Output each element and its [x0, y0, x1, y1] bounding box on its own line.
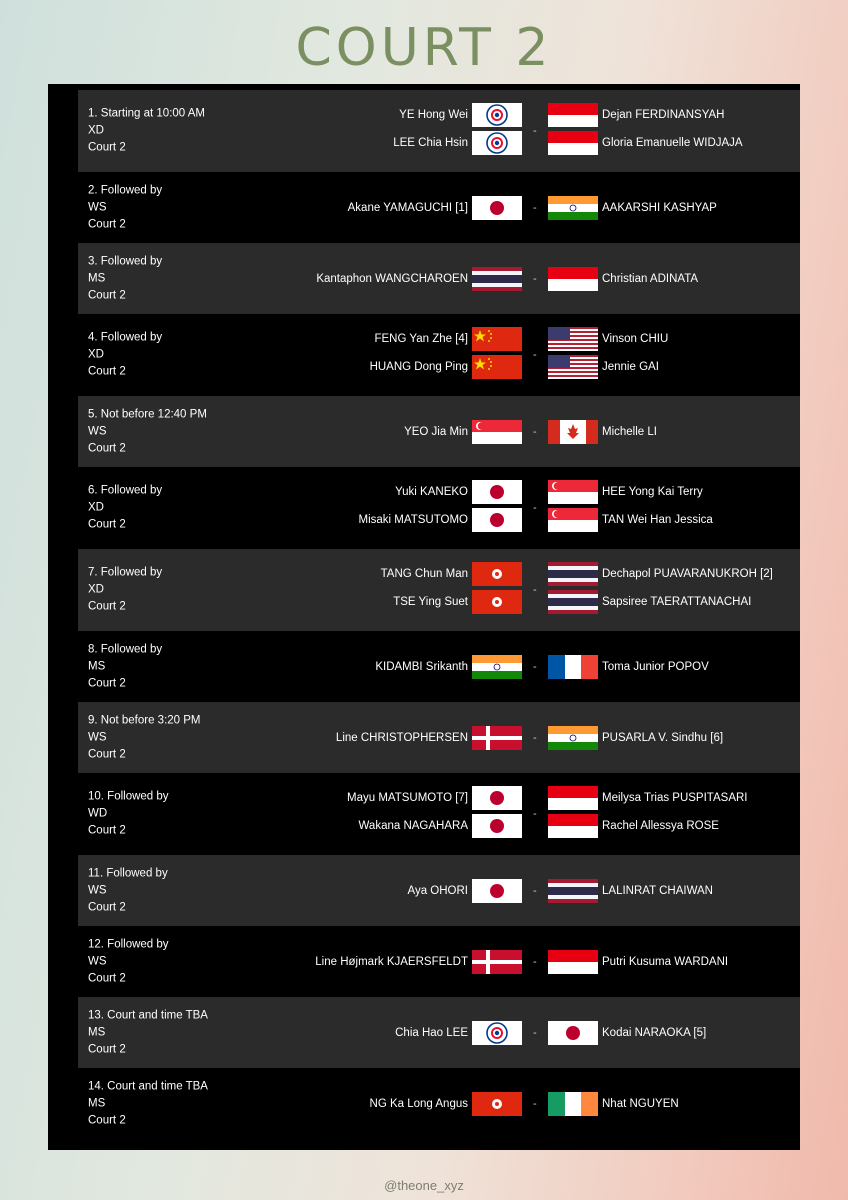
match-order: 10. Followed by	[88, 790, 169, 803]
irl-flag-icon	[548, 1092, 598, 1116]
ind-flag-icon	[548, 196, 598, 220]
match-row	[78, 773, 800, 855]
match-event: WD	[88, 807, 108, 820]
tha-flag-icon	[548, 562, 598, 586]
right-player	[78, 353, 800, 381]
match-order: 9. Not before 3:20 PM	[88, 714, 201, 726]
tha-flag-icon	[548, 590, 598, 614]
right-player	[78, 1090, 800, 1118]
match-order: 7. Followed by	[88, 566, 163, 579]
match-event: MS	[88, 272, 106, 284]
right-player	[78, 560, 800, 588]
versus-dash: -	[533, 955, 537, 968]
versus-dash: -	[533, 660, 537, 673]
match-order: 8. Followed by	[88, 643, 163, 655]
match-row	[78, 1068, 800, 1139]
player-name: Michelle LI	[602, 425, 657, 438]
right-player	[78, 129, 800, 157]
match-event: MS	[88, 1097, 106, 1109]
match-row	[78, 702, 800, 773]
player-name: Jennie GAI	[602, 361, 659, 373]
right-player	[78, 877, 800, 905]
can-flag-icon	[548, 420, 598, 444]
match-order: 1. Starting at 10:00 AM	[88, 107, 205, 120]
player-name: Dechapol PUAVARANUKROH [2]	[602, 568, 773, 580]
match-row	[78, 926, 800, 997]
ina-flag-icon	[548, 786, 598, 810]
match-row	[78, 631, 800, 702]
match-event: WS	[88, 884, 107, 896]
right-player	[78, 948, 800, 976]
match-court: Court 2	[88, 824, 126, 837]
match-row	[78, 549, 800, 631]
match-event: WS	[88, 731, 107, 743]
match-event: XD	[88, 124, 104, 137]
player-name: NG Ka Long Angus	[369, 1097, 468, 1110]
right-player	[78, 418, 800, 446]
right-player	[78, 506, 800, 534]
match-event: XD	[88, 501, 104, 514]
player-name: Putri Kusuma WARDANI	[602, 955, 729, 968]
versus-dash: -	[533, 808, 537, 820]
player-name: HEE Yong Kai Terry	[602, 486, 703, 498]
right-player	[78, 265, 800, 293]
match-order: 11. Followed by	[88, 867, 168, 879]
match-order: 14. Court and time TBA	[88, 1080, 208, 1092]
schedule-board	[48, 84, 800, 1150]
match-event: MS	[88, 660, 106, 672]
player-name: YE Hong Wei	[399, 109, 468, 121]
match-order: 5. Not before 12:40 PM	[88, 408, 207, 420]
player-name: YEO Jia Min	[404, 425, 468, 438]
right-player	[78, 194, 800, 222]
player-name: HUANG Dong Ping	[369, 361, 468, 373]
player-name: Chia Hao LEE	[395, 1026, 468, 1039]
right-player	[78, 724, 800, 752]
versus-dash: -	[533, 884, 537, 897]
player-name: KIDAMBI Srikanth	[375, 660, 468, 673]
usa-flag-icon	[548, 355, 598, 379]
player-name: FENG Yan Zhe [4]	[374, 333, 468, 345]
player-name: Aya OHORI	[407, 884, 468, 897]
match-row	[78, 90, 800, 172]
player-name: Meilysa Trias PUSPITASARI	[602, 792, 748, 804]
match-order: 4. Followed by	[88, 331, 163, 344]
versus-dash: -	[533, 502, 537, 514]
jpn-flag-icon	[548, 1021, 598, 1045]
ind-flag-icon	[548, 726, 598, 750]
player-name: LEE Chia Hsin	[393, 137, 468, 149]
player-name: Sapsiree TAERATTANACHAI	[602, 596, 752, 608]
match-list	[78, 90, 800, 1139]
player-name: TAN Wei Han Jessica	[602, 514, 713, 526]
match-event: WS	[88, 425, 107, 437]
player-name: Gloria Emanuelle WIDJAJA	[602, 137, 743, 149]
page-title: COURT 2	[295, 18, 553, 78]
right-player	[78, 784, 800, 812]
right-player	[78, 101, 800, 129]
right-player	[78, 478, 800, 506]
player-name: Christian ADINATA	[602, 272, 699, 285]
player-name: LALINRAT CHAIWAN	[602, 884, 713, 897]
match-court: Court 2	[88, 1043, 126, 1055]
player-name: Mayu MATSUMOTO [7]	[347, 792, 468, 804]
player-name: Nhat NGUYEN	[602, 1097, 679, 1110]
usa-flag-icon	[548, 327, 598, 351]
player-name: Vinson CHIU	[602, 333, 669, 345]
match-order: 2. Followed by	[88, 184, 163, 196]
match-event: WS	[88, 955, 107, 967]
versus-dash: -	[533, 201, 537, 214]
right-player	[78, 812, 800, 840]
player-name: Kantaphon WANGCHAROEN	[316, 272, 468, 285]
match-event: MS	[88, 1026, 106, 1038]
match-order: 6. Followed by	[88, 484, 163, 497]
player-name: TSE Ying Suet	[393, 596, 468, 608]
player-name: Dejan FERDINANSYAH	[602, 109, 725, 121]
versus-dash: -	[533, 425, 537, 438]
match-court: Court 2	[88, 442, 126, 454]
player-name: Rachel Allessya ROSE	[602, 820, 719, 832]
versus-dash: -	[533, 1026, 537, 1039]
match-row	[78, 314, 800, 396]
match-court: Court 2	[88, 600, 126, 613]
match-court: Court 2	[88, 518, 126, 531]
match-order: 3. Followed by	[88, 255, 163, 267]
player-name: TANG Chun Man	[380, 568, 468, 580]
sgp-flag-icon	[548, 508, 598, 532]
match-order: 13. Court and time TBA	[88, 1009, 208, 1021]
player-name: Kodai NARAOKA [5]	[602, 1026, 707, 1039]
versus-dash: -	[533, 272, 537, 285]
match-row	[78, 997, 800, 1068]
ina-flag-icon	[548, 814, 598, 838]
ina-flag-icon	[548, 267, 598, 291]
match-row	[78, 243, 800, 314]
match-court: Court 2	[88, 972, 126, 984]
match-court: Court 2	[88, 901, 126, 913]
match-event: XD	[88, 348, 104, 361]
credit-handle: @theone_xyz	[384, 1178, 464, 1193]
player-name: Akane YAMAGUCHI [1]	[347, 201, 468, 214]
match-court: Court 2	[88, 141, 126, 154]
player-name: PUSARLA V. Sindhu [6]	[602, 731, 724, 744]
match-court: Court 2	[88, 748, 126, 760]
versus-dash: -	[533, 731, 537, 744]
match-row	[78, 172, 800, 243]
match-row	[78, 396, 800, 467]
match-court: Court 2	[88, 677, 126, 689]
ina-flag-icon	[548, 950, 598, 974]
versus-dash: -	[533, 349, 537, 361]
match-court: Court 2	[88, 365, 126, 378]
player-name: Toma Junior POPOV	[602, 660, 709, 673]
versus-dash: -	[533, 1097, 537, 1110]
ina-flag-icon	[548, 103, 598, 127]
match-event: WS	[88, 201, 107, 213]
right-player	[78, 588, 800, 616]
match-court: Court 2	[88, 289, 126, 301]
player-name: Yuki KANEKO	[395, 486, 468, 498]
fra-flag-icon	[548, 655, 598, 679]
player-name: Line CHRISTOPHERSEN	[335, 731, 468, 744]
versus-dash: -	[533, 125, 537, 137]
match-row	[78, 467, 800, 549]
player-name: Wakana NAGAHARA	[358, 820, 468, 832]
right-player	[78, 653, 800, 681]
tha-flag-icon	[548, 879, 598, 903]
match-order: 12. Followed by	[88, 938, 169, 950]
right-player	[78, 325, 800, 353]
player-name: Misaki MATSUTOMO	[358, 514, 468, 526]
right-player	[78, 1019, 800, 1047]
match-event: XD	[88, 583, 104, 596]
match-row	[78, 855, 800, 926]
versus-dash: -	[533, 584, 537, 596]
match-court: Court 2	[88, 1114, 126, 1126]
sgp-flag-icon	[548, 480, 598, 504]
match-court: Court 2	[88, 218, 126, 230]
player-name: AAKARSHI KASHYAP	[602, 201, 717, 214]
player-name: Line Højmark KJAERSFELDT	[315, 955, 468, 968]
ina-flag-icon	[548, 131, 598, 155]
